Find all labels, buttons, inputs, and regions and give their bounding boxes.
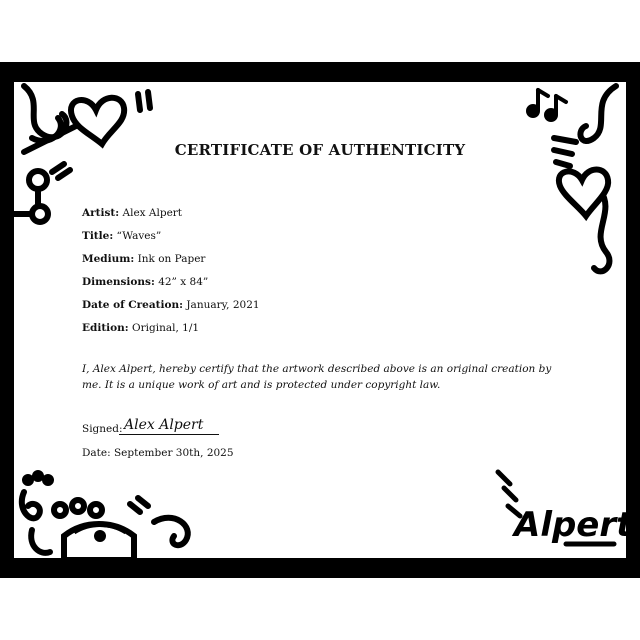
- field-artist: [82, 207, 182, 219]
- field-edition: [82, 322, 199, 334]
- field-value: Original, 1/1: [132, 322, 200, 334]
- field-label: Edition:: [82, 322, 129, 334]
- top-right-doodle: [520, 82, 630, 292]
- field-value: “Waves”: [116, 230, 162, 242]
- field-label: Artist:: [82, 207, 120, 219]
- field-medium: [82, 253, 205, 265]
- field-value: 42” x 84”: [158, 276, 209, 288]
- field-value: Ink on Paper: [137, 253, 206, 265]
- handwritten-signature: [120, 413, 220, 435]
- svg-text:Alex Alpert: Alex Alpert: [124, 417, 204, 433]
- page-title: CERTIFICATE OF AUTHENTICITY: [174, 141, 466, 159]
- eye-icon: [64, 524, 134, 560]
- signed-date: Date: September 30th, 2025: [82, 447, 234, 459]
- field-label: Date of Creation:: [82, 299, 183, 311]
- certification-statement: I, Alex Alpert, hereby certify that the artwork described above is an original creation by me. It is a unique work of art and is protected under copyright law.: [82, 363, 552, 391]
- field-dimensions: [82, 276, 208, 288]
- field-date-of-creation: [82, 299, 260, 311]
- field-label: Medium:: [82, 253, 135, 265]
- heart-icon: [71, 98, 124, 144]
- field-value: January, 2021: [186, 299, 260, 311]
- field-label: Dimensions:: [82, 276, 155, 288]
- bottom-right-logo: [494, 466, 633, 556]
- field-label: Title:: [82, 230, 114, 242]
- signed-label: Signed:: [82, 423, 123, 435]
- music-notes-icon: [528, 90, 566, 120]
- signature-line: [119, 434, 219, 435]
- heart-icon: [559, 170, 608, 217]
- alpert-logo: Alpert: [514, 505, 633, 545]
- field-value: Alex Alpert: [122, 207, 183, 219]
- field-title: [82, 230, 161, 242]
- bottom-left-doodle: [14, 470, 214, 560]
